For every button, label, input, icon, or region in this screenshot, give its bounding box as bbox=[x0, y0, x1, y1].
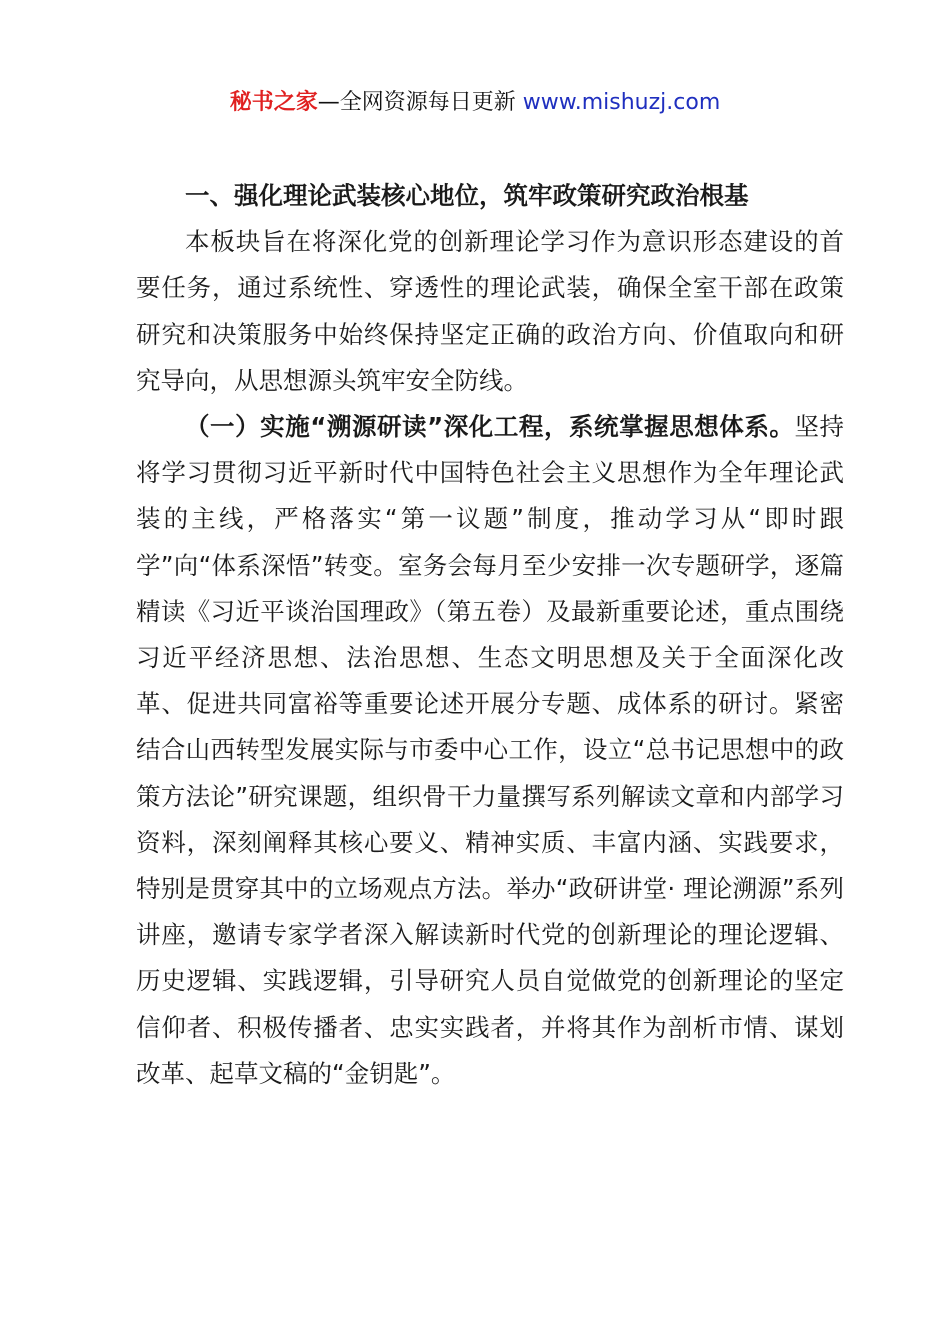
subsection-heading: （一）实施“溯源研读”深化工程，系统掌握思想体系。 bbox=[185, 412, 795, 442]
header-slogan: —全网资源每日更新 bbox=[317, 90, 516, 115]
section-heading: 一、强化理论武装核心地位，筑牢政策研究政治根基 bbox=[185, 181, 749, 210]
section-intro-paragraph: 本板块旨在将深化党的创新理论学习作为意识形态建设的首要任务，通过系统性、穿透性的理论武装，确保全室干部在政策研究和决策服务中始终保持坚定正确的政治方向、价值取向和研究导向，从思想源头筑牢安全防线。 bbox=[136, 227, 844, 395]
document-body bbox=[136, 173, 844, 1097]
subsection-body: 坚持将学习贯彻习近平新时代中国特色社会主义思想作为全年理论武装的主线，严格落实“第一议题”制度，推动学习从“即时跟学”向“体系深悟”转变。室务会每月至少安排一次专题研学，逐篇精读《习近平谈治国理政》（第五卷）及最新重要论述，重点围绕习近平经济思想、法治思想、生态文明思想及关于全面深化改革、促进共同富裕等重要论述开展分专题、成体系的研讨。紧密结合山西转型发展实际与市委中心工作，设立“总书记思想中的政策方法论”研究课题，组织骨干力量撰写系列解读文章和内部学习资料，深刻阐释其核心要义、精神实质、丰富内涵、实践要求，特别是贯穿其中的立场观点方法。举办“政研讲堂· 理论溯源”系列讲座，邀请专家学者深入解读新时代党的创新理论的理论逻辑、历史逻辑、实践逻辑，引导研究人员自觉做党的创新理论的坚定信仰者、积极传播者、忠实实践者，并将其作为剖析市情、谋划改革、起草文稿的“金钥匙”。 bbox=[136, 412, 845, 1088]
subsection-paragraph bbox=[136, 404, 844, 1097]
site-url-link[interactable]: www.mishuzj.com bbox=[522, 90, 721, 115]
brand-name: 秘书之家 bbox=[229, 90, 318, 115]
page-header bbox=[0, 86, 950, 120]
